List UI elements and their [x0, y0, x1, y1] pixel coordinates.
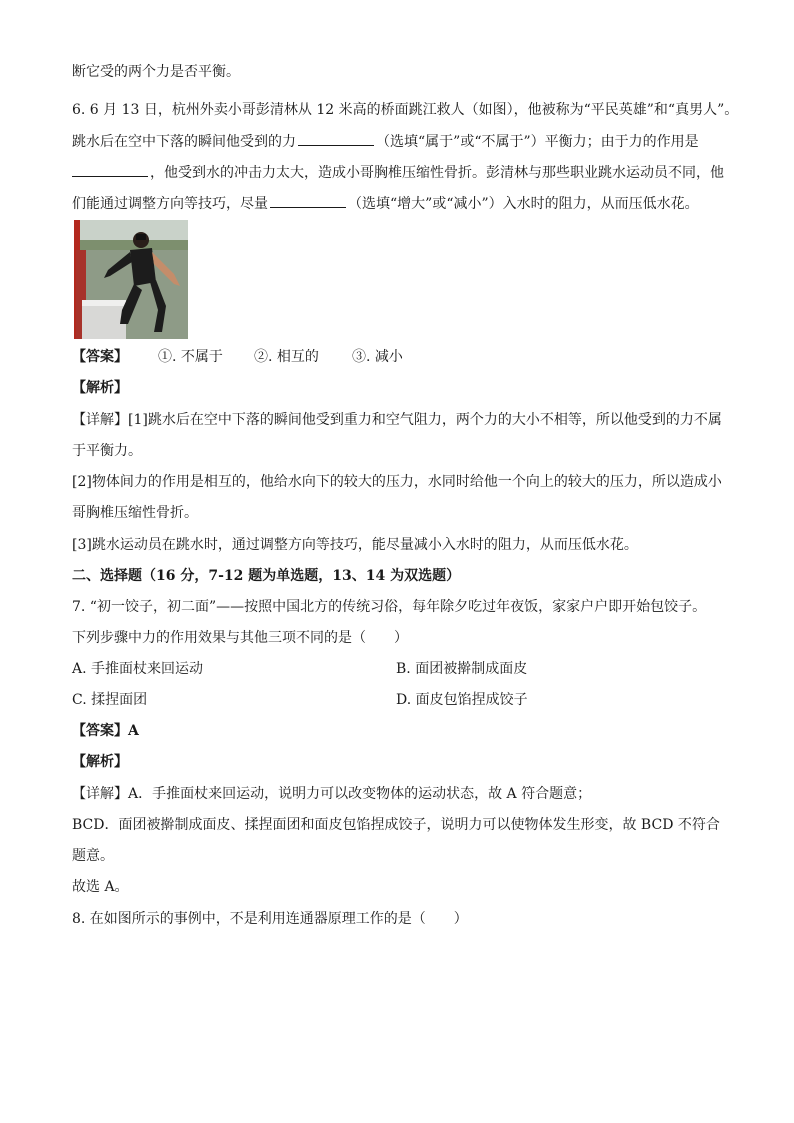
detail-line-2: 于平衡力。: [72, 443, 142, 459]
text-segment: （选填“增大”或“减小”）入水时的阻力，从而压低水花。: [348, 196, 699, 212]
question-6-line-2: [72, 131, 699, 152]
question-6-line-3: [72, 162, 724, 183]
detail-line-1: 【详解】[1]跳水后在空中下落的瞬间他受到重力和空气阻力，两个力的大小不相等，所以他受到的力不属: [72, 412, 722, 428]
question-8: 8. 在如图所示的事例中，不是利用连通器原理工作的是（ ）: [72, 911, 468, 927]
answer-2: ②. 相互的: [254, 349, 319, 365]
option-d: D. 面皮包馅捏成饺子: [396, 692, 528, 708]
question-7-line-2: 下列步骤中力的作用效果与其他三项不同的是（ ）: [72, 630, 408, 646]
analysis-label: 【解析】: [72, 380, 128, 396]
answer-blank: [72, 162, 148, 177]
section-heading: 二、选择题（16 分，7-12 题为单选题，13、14 为双选题）: [72, 568, 461, 584]
question-6-line-4: [72, 193, 699, 214]
option-c: C. 揉捏面团: [72, 692, 148, 708]
detail-7-line-1: 【详解】A．手推面杖来回运动，说明力可以改变物体的运动状态，故 A 符合题意；: [72, 786, 592, 802]
answer-1: ①. 不属于: [158, 349, 223, 365]
text-segment: ，他受到水的冲击力太大，造成小哥胸椎压缩性骨折。彭清林与那些职业跳水运动员不同，他: [150, 165, 724, 181]
option-b: B. 面团被擀制成面皮: [396, 661, 528, 677]
option-a: A. 手推面杖来回运动: [72, 661, 204, 677]
answer-blank: [298, 131, 374, 146]
detail-line-3: [2]物体间力的作用是相互的，他给水向下的较大的压力，水同时给他一个向上的较大的压力，所以造成小: [72, 474, 722, 490]
answer-blank: [270, 193, 346, 208]
detail-7-line-3: 题意。: [72, 848, 114, 864]
detail-line-4: 哥胸椎压缩性骨折。: [72, 505, 198, 521]
text-line: 断它受的两个力是否平衡。: [72, 64, 240, 80]
analysis-label-7: 【解析】: [72, 754, 128, 770]
answer-3: ③. 减小: [352, 349, 403, 365]
question-7-line-1: 7. “初一饺子，初二面”——按照中国北方的传统习俗，每年除夕吃过年夜饭，家家户户即开始包饺子。: [72, 599, 707, 615]
detail-7-line-4: 故选 A。: [72, 879, 129, 895]
jumping-man-photo: [74, 220, 188, 339]
answer-7: 【答案】A: [72, 723, 139, 739]
question-6-line-1: 6. 6 月 13 日，杭州外卖小哥彭清林从 12 米高的桥面跳江救人（如图），他被称为“平民英雄”和“真男人”。: [72, 102, 739, 118]
text-segment: 跳水后在空中下落的瞬间他受到的力: [72, 134, 296, 150]
detail-line-5: [3]跳水运动员在跳水时，通过调整方向等技巧，能尽量减小入水时的阻力，从而压低水花。: [72, 537, 638, 553]
answer-label: 【答案】: [72, 349, 128, 365]
text-segment: 们能通过调整方向等技巧，尽量: [72, 196, 268, 212]
detail-7-line-2: BCD．面团被擀制成面皮、揉捏面团和面皮包馅捏成饺子，说明力可以使物体发生形变，故 BCD 不符合: [72, 817, 720, 833]
text-segment: （选填“属于”或“不属于”）平衡力；由于力的作用是: [376, 134, 699, 150]
